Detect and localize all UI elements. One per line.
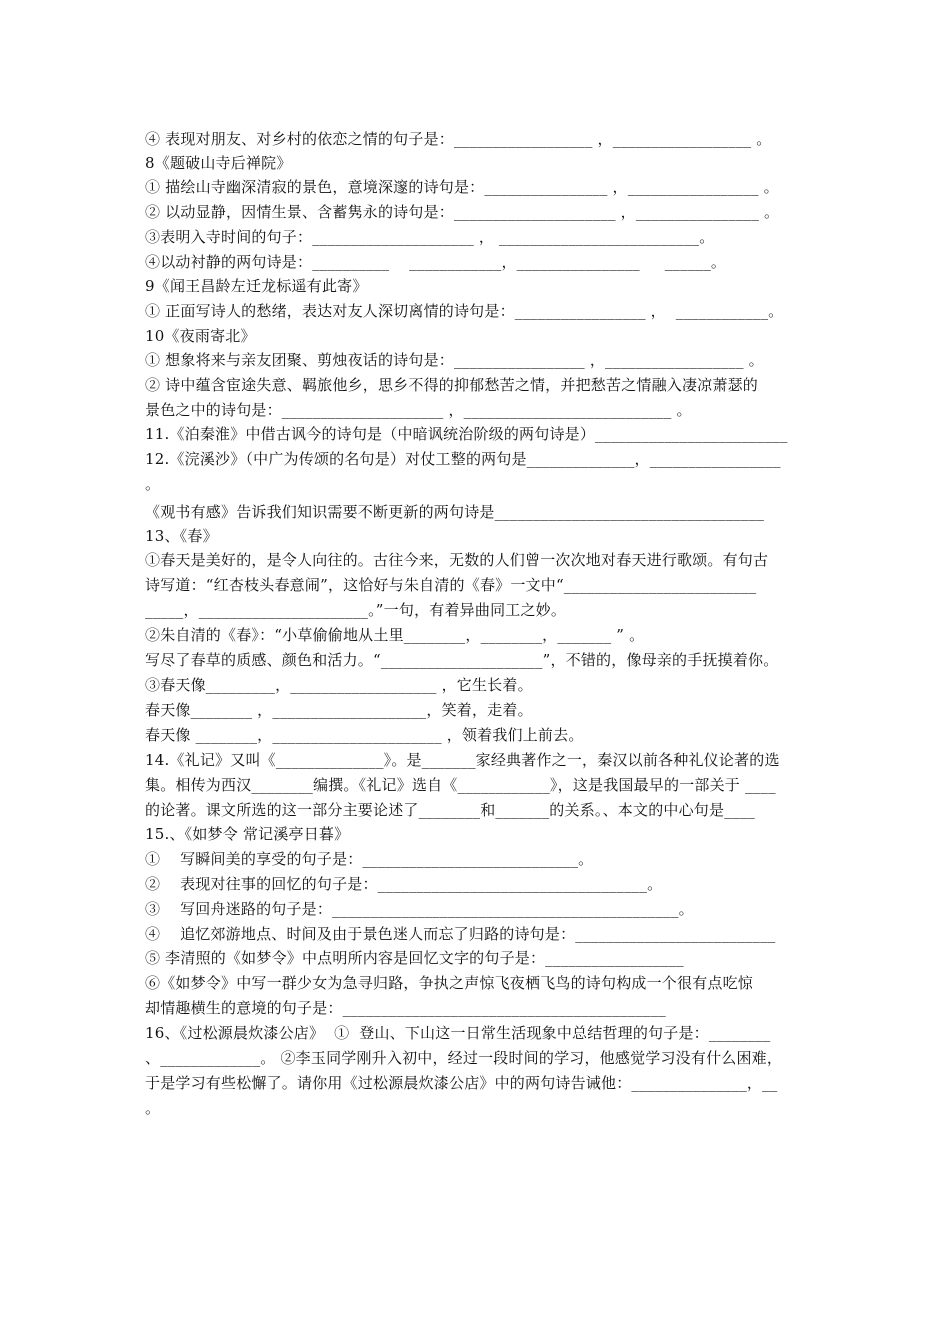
text-line: 14.《礼记》又叫《______________》。是_______家经典著作之一，秦汉以前各种礼仪论著的选: [145, 751, 780, 769]
text-line: ③春天像_________，___________________ ，它生长着。: [145, 676, 533, 694]
text-line: 于是学习有些松懈了。请你用《过松源晨炊漆公店》中的两句诗告诫他：_______________，__: [145, 1074, 778, 1092]
text-line: 。: [145, 475, 161, 493]
section-title: 13、《春》: [145, 527, 218, 545]
text-line: ①春天是美好的，是令人向往的。古往今来，无数的人们曾一次次地对春天进行歌颂。有句古: [145, 551, 769, 569]
text-line: ④ 追忆郊游地点、时间及由于景色迷人而忘了归路的诗句是：__________________________: [145, 925, 776, 943]
text-line: ① 写瞬间美的享受的句子是：____________________________。: [145, 850, 594, 868]
text-line: ④以动衬静的两句诗是：__________ ____________，________________ ______。: [145, 253, 727, 271]
text-line: 12.《浣溪沙》（中广为传颂的名句是）对仗工整的两句是______________，_________________: [145, 450, 781, 468]
text-line: 诗写道：“红杏枝头春意闹”，这恰好与朱自清的《春》一文中“_________________________: [145, 576, 757, 594]
text-line: 写尽了春草的质感、颜色和活力。“_____________________”，不错的，像母亲的手抚摸着你。: [145, 651, 779, 669]
text-line: 春天像________ ，____________________，笑着，走着。: [145, 701, 533, 719]
text-line: 。: [145, 1099, 161, 1117]
text-line: ③ 写回舟迷路的句子是：_____________________________________________。: [145, 900, 694, 918]
text-line: ② 以动显静，因情生景、含蓄隽永的诗句是：_____________________ ，________________ 。: [145, 203, 780, 221]
text-line: ③表明入寺时间的句子：_____________________ ， __________________________。: [145, 228, 715, 246]
text-line: 景色之中的诗句是：_____________________ ，___________________________ 。: [145, 401, 692, 419]
text-line: ① 正面写诗人的愁绪，表达对友人深切离情的诗句是：_________________ ， ____________。: [145, 302, 784, 320]
text-line: 11.《泊秦淮》中借古讽今的诗句是（中暗讽统治阶级的两句诗是）_________________________: [145, 425, 788, 443]
text-line: ② 表现对往事的回忆的句子是：___________________________________。: [145, 875, 663, 893]
section-title: 9《闻王昌龄左迁龙标遥有此寄》: [145, 277, 368, 295]
text-line: 却情趣横生的意境的句子是：__________________________________________: [145, 999, 667, 1017]
text-line: ⑥《如梦令》中写一群少女为急寻归路，争执之声惊飞夜栖飞鸟的诗句构成一个很有点吃惊: [145, 974, 754, 992]
text-line: ⑤ 李清照的《如梦令》中点明所内容是回忆文字的句子是：__________________: [145, 949, 684, 967]
text-line: 《观书有感》告诉我们知识需要不断更新的两句诗是___________________________________: [145, 503, 765, 521]
section-title: 15.、《如梦令 常记溪亭日暮》: [145, 825, 350, 843]
text-line: 春天像 ________，______________________ ，领着我们上前去。: [145, 726, 584, 744]
text-line: 的论著。课文所选的这一部分主要论述了________和_______的关系。、本文的中心句是____: [145, 801, 756, 819]
text-line: ②朱自清的《春》：“小草偷偷地从土里________，________，_______ ” 。: [145, 626, 645, 644]
text-line: 、_____________。 ②李玉同学刚升入初中，经过一段时间的学习，他感觉学习没有什么困难，: [145, 1049, 783, 1067]
text-line: ① 想象将来与亲友团聚、剪烛夜话的诗句是：_________________ ，__________________ 。: [145, 351, 764, 369]
section-title: 8《题破山寺后禅院》: [145, 154, 292, 172]
text-line: ① 描绘山寺幽深清寂的景色，意境深邃的诗句是：________________ ，_________________ 。: [145, 178, 779, 196]
text-line: 16、《过松源晨炊漆公店》 ① 登山、下山这一日常生活现象中总结哲理的句子是：________: [145, 1024, 771, 1042]
section-title: 10《夜雨寄北》: [145, 327, 256, 345]
text-line: _____，______________________。”一句，有着异曲同工之妙。: [145, 601, 567, 619]
text-line: 集。相传为西汉________编撰。《礼记》选自《____________》，这是我国最早的一部关于 ____: [145, 776, 776, 794]
text-line: ② 诗中蕴含宦途失意、羁旅他乡，思乡不得的抑郁愁苦之情，并把愁苦之情融入凄凉萧瑟的: [145, 376, 758, 394]
text-line: ④ 表现对朋友、对乡村的依恋之情的句子是：__________________ ，__________________ 。: [145, 130, 772, 148]
